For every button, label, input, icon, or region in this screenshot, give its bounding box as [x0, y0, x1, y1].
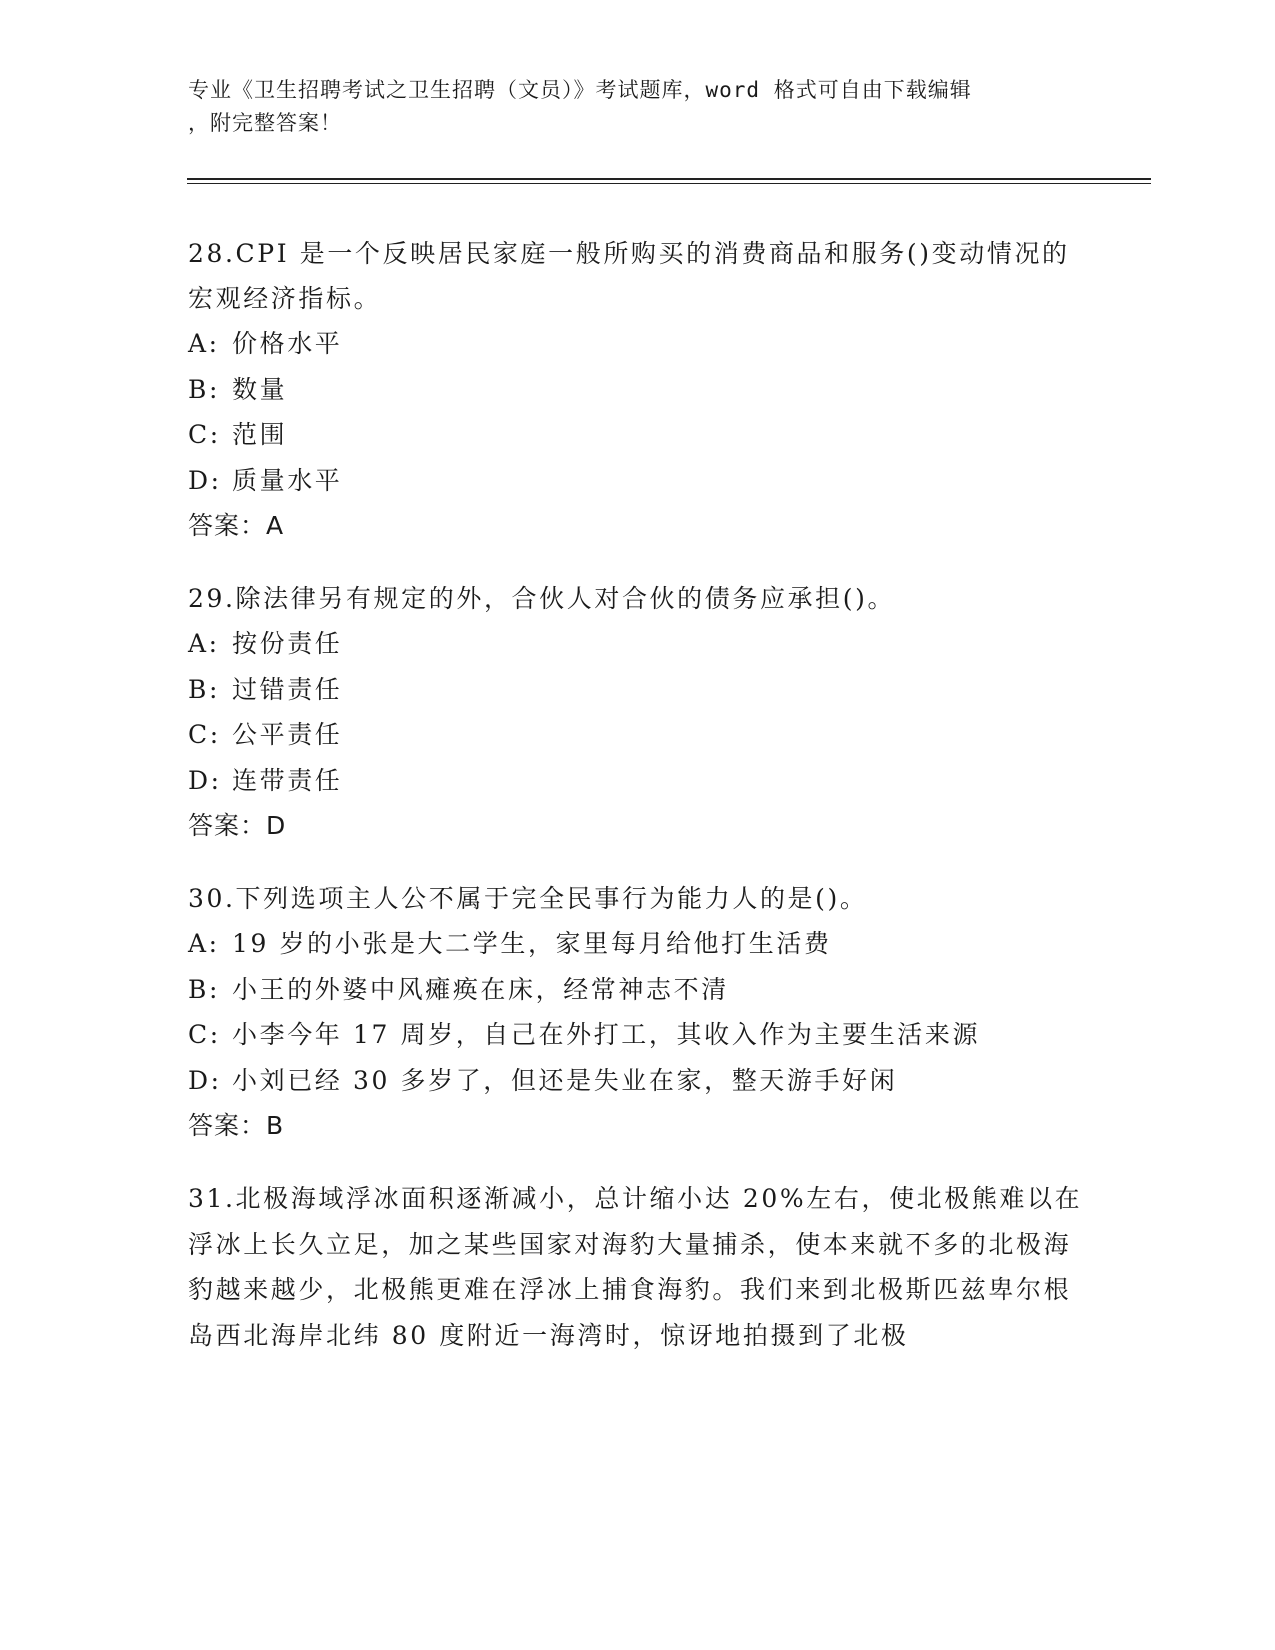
question-30	[188, 876, 1088, 1149]
header-line-1: 专业《卫生招聘考试之卫生招聘（文员）》考试题库，word 格式可自由下载编辑	[188, 78, 972, 102]
option-b	[188, 667, 1088, 713]
question-stem: 31.北极海域浮冰面积逐渐减小，总计缩小达 20%左右，使北极熊难以在浮冰上长久立足，加之某些国家对海豹大量捕杀，使本来就不多的北极海豹越来越少，北极熊更难在浮冰上捕食海豹。我们来到北极斯匹兹卑尔根岛西北海岸北纬 80 度附近一海湾时，惊讶地拍摄到了北极	[188, 1184, 1083, 1350]
header-line-2: ，附完整答案！	[188, 111, 342, 135]
option-text: 小李今年 17 周岁，自己在外打工，其收入作为主要生活来源	[232, 1020, 981, 1049]
option-a	[188, 921, 1088, 967]
option-letter: B:	[188, 374, 220, 404]
option-b	[188, 967, 1088, 1013]
option-letter: B:	[188, 674, 220, 704]
answer-label: 答案：B	[188, 1111, 285, 1140]
option-a	[188, 321, 1088, 367]
option-text: 按份责任	[232, 629, 343, 658]
option-text: 连带责任	[232, 765, 343, 795]
option-letter: C:	[188, 720, 221, 749]
header-divider	[187, 178, 1151, 180]
option-letter: C:	[188, 1020, 221, 1049]
option-c	[188, 1012, 1088, 1058]
option-letter: C:	[188, 420, 221, 449]
question-stem: 29.除法律另有规定的外，合伙人对合伙的债务应承担()。	[188, 584, 896, 613]
option-letter: D:	[188, 1065, 222, 1095]
option-b	[188, 367, 1088, 413]
answer-label: 答案：A	[188, 511, 285, 540]
option-text: 过错责任	[232, 674, 343, 704]
option-text: 公平责任	[232, 720, 343, 749]
option-c	[188, 412, 1088, 458]
option-text: 数量	[232, 374, 288, 404]
question-31	[188, 1176, 1088, 1358]
document-header	[188, 74, 1068, 140]
option-c	[188, 712, 1088, 758]
question-28	[188, 231, 1088, 549]
answer-label: 答案：D	[188, 811, 287, 840]
option-text: 小刘已经 30 多岁了，但还是失业在家，整天游手好闲	[232, 1065, 898, 1095]
option-text: 小王的外婆中风瘫痪在床，经常神志不清	[232, 974, 729, 1004]
option-letter: A:	[188, 629, 220, 658]
option-letter: D:	[188, 765, 222, 795]
option-letter: D:	[188, 465, 222, 495]
option-d	[188, 458, 1088, 504]
option-text: 价格水平	[232, 329, 343, 358]
question-list	[188, 231, 1088, 1385]
option-letter: A:	[188, 929, 220, 958]
option-a	[188, 621, 1088, 667]
option-d	[188, 1058, 1088, 1104]
option-d	[188, 758, 1088, 804]
option-text: 19 岁的小张是大二学生，家里每月给他打生活费	[232, 929, 832, 958]
option-letter: A:	[188, 329, 220, 358]
option-text: 范围	[232, 420, 288, 449]
question-29	[188, 576, 1088, 849]
option-text: 质量水平	[232, 465, 343, 495]
question-stem: 28.CPI 是一个反映居民家庭一般所购买的消费商品和服务()变动情况的宏观经济指标。	[188, 239, 1070, 313]
option-letter: B:	[188, 974, 220, 1004]
question-stem: 30.下列选项主人公不属于完全民事行为能力人的是()。	[188, 884, 868, 913]
header-divider-thin	[187, 183, 1151, 184]
